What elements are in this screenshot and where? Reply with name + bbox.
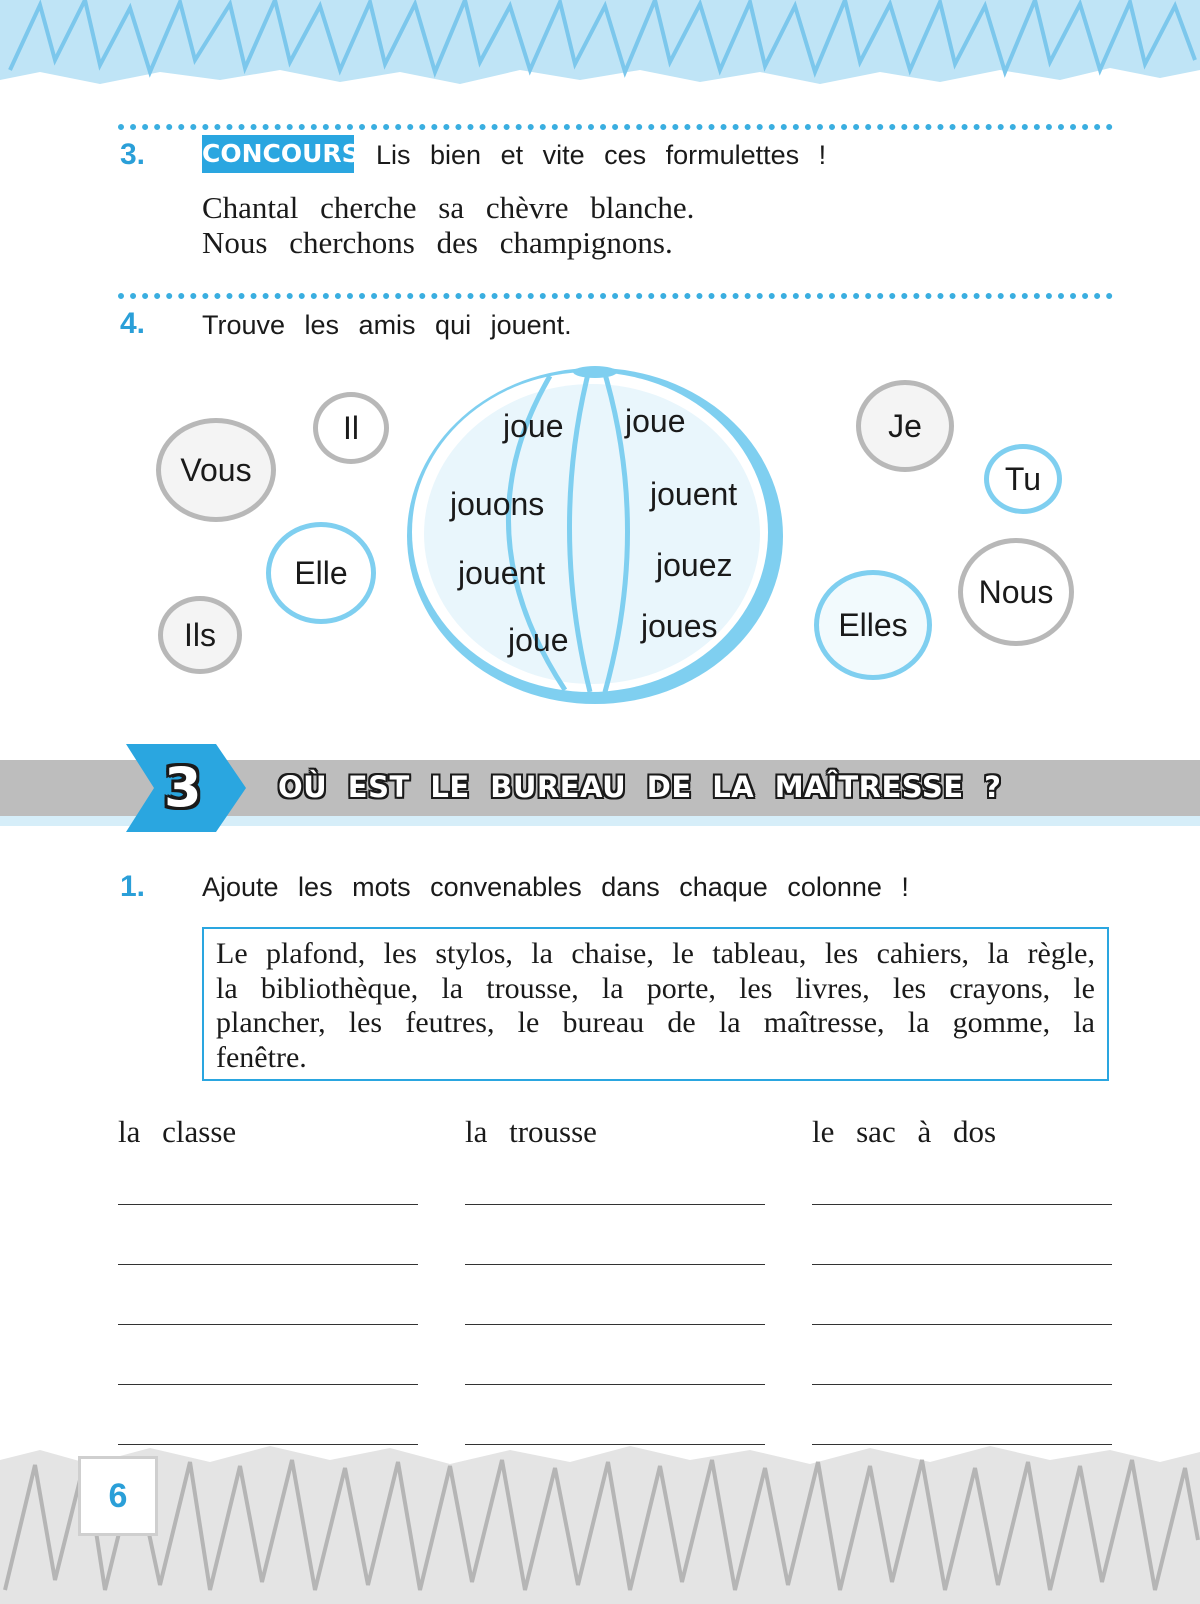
- pronoun-ball: Ils: [158, 596, 242, 674]
- exercise-instruction: Trouve les amis qui jouent.: [202, 310, 572, 340]
- pronoun-ball: Tu: [984, 444, 1062, 514]
- verb-form: joue: [508, 622, 569, 658]
- word-list-box: Le plafond, les stylos, la chaise, le tableau, les cahiers, la règle, la bibliothèque, la trousse, la porte, les livres, les crayons, le plancher, les feutres, le bureau de la maîtresse, la gomme, la fenêtre.: [202, 927, 1109, 1081]
- verb-form: jouez: [656, 547, 733, 583]
- pronoun-ball: Vous: [156, 418, 276, 522]
- pronoun-ball: Je: [856, 380, 954, 472]
- answer-line: [812, 1204, 1112, 1205]
- top-decorative-band: [0, 0, 1200, 92]
- exercise-number: 1.: [120, 870, 146, 903]
- answer-line: [812, 1324, 1112, 1325]
- exercise-instruction: Ajoute les mots convenables dans chaque colonne !: [202, 872, 909, 902]
- answer-line: [118, 1384, 418, 1385]
- exercise-number: 3.: [120, 138, 146, 171]
- pronoun-ball: Il: [313, 392, 389, 464]
- pronoun-ball: Elles: [814, 570, 932, 680]
- answer-line: [812, 1264, 1112, 1265]
- pronoun-ball: Elle: [266, 522, 376, 624]
- answer-line: [465, 1324, 765, 1325]
- tongue-twister-line: Nous cherchons des champignons.: [202, 225, 673, 260]
- answer-line: [812, 1384, 1112, 1385]
- column-heading: le sac à dos: [812, 1114, 997, 1149]
- answer-line: [465, 1384, 765, 1385]
- verb-form: jouent: [458, 555, 546, 591]
- separator-line: [118, 124, 1113, 130]
- separator-line: [118, 293, 1113, 299]
- exercise-number: 4.: [120, 307, 146, 340]
- section-number: 3: [164, 756, 202, 819]
- column-heading: la trousse: [465, 1114, 597, 1149]
- section-title: OÙ EST LE BUREAU DE LA MAÎTRESSE ?: [278, 770, 1002, 804]
- verb-form: joues: [641, 608, 718, 644]
- verb-form: joue: [625, 403, 686, 439]
- answer-line: [118, 1204, 418, 1205]
- answer-line: [118, 1324, 418, 1325]
- verb-form: jouons: [450, 486, 545, 522]
- answer-line: [118, 1264, 418, 1265]
- verb-form: jouent: [650, 476, 738, 512]
- bottom-decorative-band: [0, 1440, 1200, 1604]
- ball-illustration: [400, 360, 790, 710]
- concours-badge: CONCOURS: [202, 135, 354, 173]
- column-heading: la classe: [118, 1114, 237, 1149]
- tongue-twister-line: Chantal cherche sa chèvre blanche.: [202, 190, 695, 225]
- exercise-instruction: Lis bien et vite ces formulettes !: [376, 140, 827, 170]
- answer-line: [465, 1264, 765, 1265]
- page-number: 6: [78, 1456, 158, 1536]
- verb-form: joue: [503, 408, 564, 444]
- pronoun-ball: Nous: [958, 538, 1074, 646]
- answer-line: [465, 1204, 765, 1205]
